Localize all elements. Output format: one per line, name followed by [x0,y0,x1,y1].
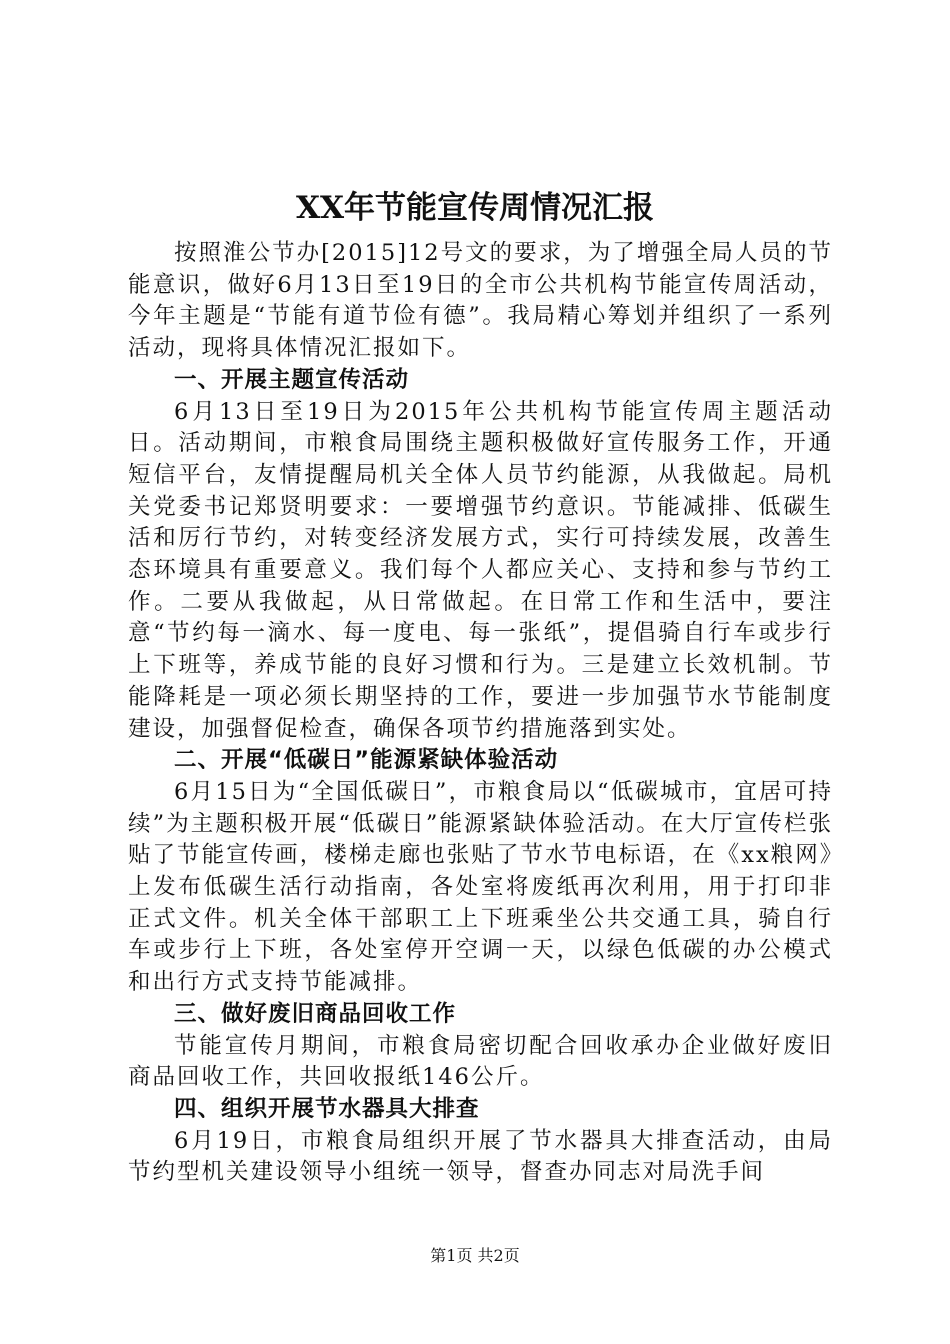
section-body-3: 节能宣传月期间，市粮食局密切配合回收承办企业做好废旧商品回收工作，共回收报纸146公斤。 [128,1032,833,1091]
section-body-1: 6月13日至19日为2015年公共机构节能宣传周主题活动日。活动期间，市粮食局围绕主题积极做好宣传服务工作，开通短信平台，友情提醒局机关全体人员节约能源，从我做起。局机关党委书记郑贤明要求：一要增强节约意识。节能减排、低碳生活和厉行节约，对转变经济发展方式，实行可持续发展，改善生态环境具有重要意义。我们每个人都应关心、支持和参与节约工作。二要从我做起，从日常做起。在日常工作和生活中，要注意“节约每一滴水、每一度电、每一张纸”，提倡骑自行车或步行上下班等，养成节能的良好习惯和行为。三是建立长效机制。节能降耗是一项必须长期坚持的工作，要进一步加强节水节能制度建设，加强督促检查，确保各项节约措施落到实处。 [128,398,833,742]
intro-paragraph: 按照淮公节办[2015]12号文的要求，为了增强全局人员的节能意识，做好6月13日至19日的全市公共机构节能宣传周活动，今年主题是“节能有道节俭有德”。我局精心筹划并组织了一系列活动，现将具体情况汇报如下。 [128,240,833,362]
document-content [128,238,833,1189]
section-body-2: 6月15日为“全国低碳日”，市粮食局以“低碳城市，宜居可持续”为主题积极开展“低碳日”能源紧缺体验活动。在大厅宣传栏张贴了节能宣传画，楼梯走廊也张贴了节水节电标语，在《xx粮网》上发布低碳生活行动指南，各处室将废纸再次利用，用于打印非正式文件。机关全体干部职工上下班乘坐公共交通工具，骑自行车或步行上下班，各处室停开空调一天，以绿色低碳的办公模式和出行方式支持节能减排。 [128,778,833,996]
document-title: XX年节能宣传周情况汇报 [295,190,655,226]
page-number-footer: 第1页 共2页 [430,1246,520,1265]
section-heading-3: 三、做好废旧商品回收工作 [174,1000,457,1027]
section-heading-2: 二、开展“低碳日”能源紧缺体验活动 [174,747,559,774]
section-heading-4: 四、组织开展节水器具大排查 [174,1095,480,1122]
section-heading-1: 一、开展主题宣传活动 [174,366,410,393]
section-body-4: 6月19日，市粮食局组织开展了节水器具大排查活动，由局节约型机关建设领导小组统一领导，督查办同志对局洗手间 [128,1127,833,1186]
